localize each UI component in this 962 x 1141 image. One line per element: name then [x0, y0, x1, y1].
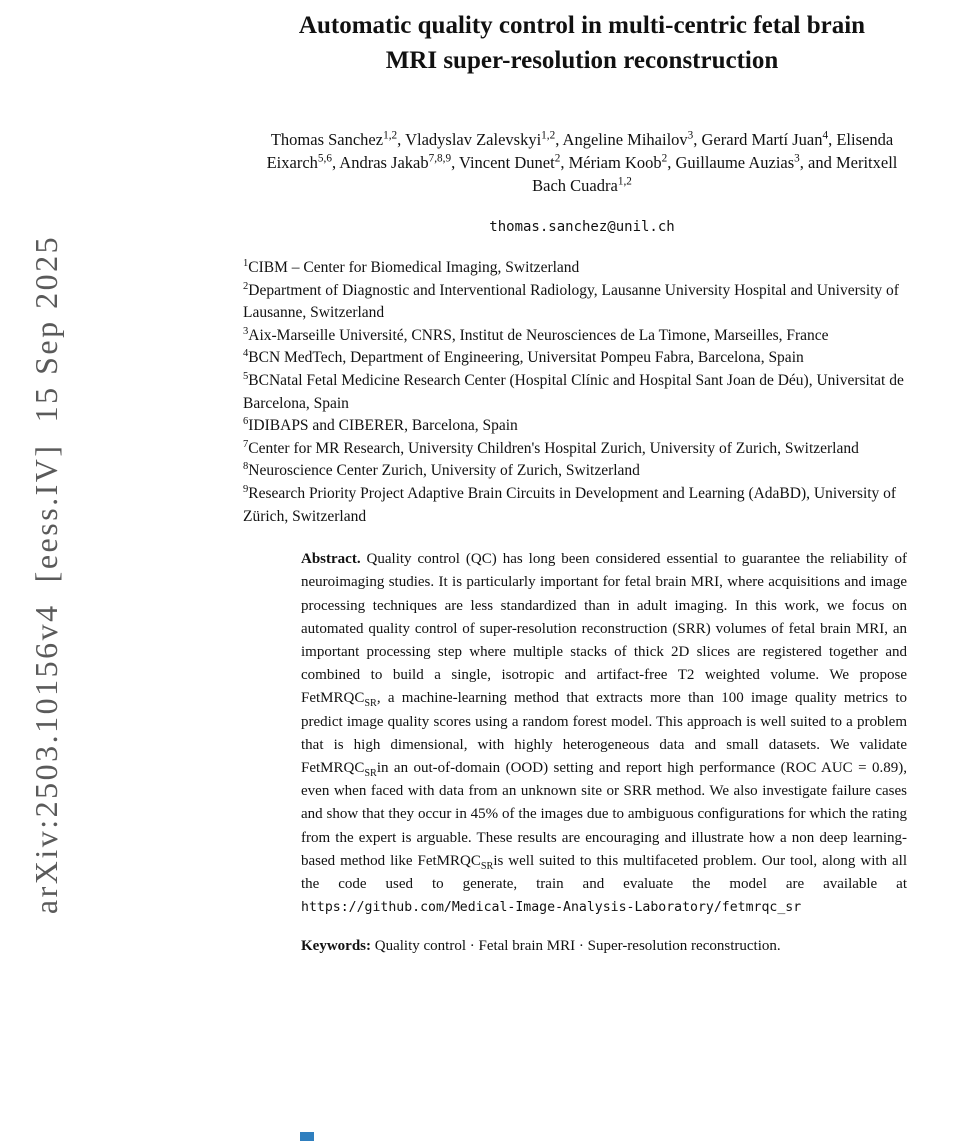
author-affiliation-sup: 1,2: [383, 129, 398, 142]
affiliation-number: 5: [243, 370, 249, 382]
author-name: Gerard Martí Juan: [701, 130, 823, 149]
affiliation-item: $^2$Department of Diagnostic and Interventional Radiology, Lausanne University Hospital and University of Lausanne, Switzerland: [243, 280, 899, 322]
github-url-link[interactable]: https://github.com/Medical-Image-Analysis-Laboratory/fetmrqc_sr: [301, 900, 802, 916]
affiliation-number: 9: [243, 483, 249, 495]
paper-title: Automatic quality control in multi-centric fetal brain MRI super-resolution reconstruction: [298, 12, 866, 74]
affiliation-item: $^3$Aix-Marseille Université, CNRS, Institut de Neurosciences de La Timone, Marseilles, France: [243, 325, 829, 344]
affiliation-number: 7: [243, 438, 249, 450]
affiliation-item: $^8$Neuroscience Center Zurich, University of Zurich, Switzerland: [243, 461, 640, 480]
author-name: Thomas Sanchez: [270, 130, 384, 149]
author-list: Thomas Sanchez$^{1,2}$, Vladyslav Zalevskyi$^{1,2}$, Angeline Mihailov$^3$, Gerard Martí Juan$^4$, Elisenda Eixarch$^{5,6}$, Andras Jakab$^{7,8,9}$, Vincent Dunet$^2$, Mériam Koob$^2$, Guillaume Auzias$^3$, and Meritxell Bach Cuadra$^{1,2}$: [266, 129, 898, 195]
affiliation-number: 4: [243, 348, 249, 360]
author-name: Vincent Dunet: [459, 153, 555, 172]
page-cut-artifact: [300, 1132, 314, 1141]
author-name: Meritxell Bach Cuadra: [532, 153, 898, 195]
author-name: Guillaume Auzias: [675, 153, 795, 172]
author-affiliation-sup: 1,2: [541, 129, 556, 142]
text-segment: is well suited to this multifaceted problem. Our tool, along with all the code used to generate, train and evaluate the model are available at: [301, 852, 907, 892]
affiliation-item: $^4$BCN MedTech, Department of Engineering, Universitat Pompeu Fabra, Barcelona, Spain: [243, 348, 804, 367]
affiliation-number: 6: [243, 416, 249, 427]
contact-email[interactable]: thomas.sanchez@unil.ch: [489, 219, 675, 235]
affiliation-number: 2: [243, 280, 249, 292]
affiliation-item: $^1$CIBM – Center for Biomedical Imaging, Switzerland: [243, 257, 580, 276]
affiliation-number: 1: [243, 257, 249, 269]
author-name: Elisenda Eixarch: [266, 130, 894, 172]
text-segment: , a machine-learning method that extracts more than 100 image quality metrics to predict image quality scores using a random forest model. This approach is well suited to a problem that is high dimensional, with highly heterogeneous data and small datasets. We validate FetMRQC: [301, 690, 907, 776]
author-name: Vladyslav Zalevskyi: [405, 130, 542, 149]
author-name: Andras Jakab: [339, 153, 429, 172]
affiliation-number: 8: [243, 461, 249, 473]
affiliation-item: $^7$Center for MR Research, University Children's Hospital Zurich, University of Zurich, Switzerland: [243, 438, 859, 457]
affiliation-item: $^6$IDIBAPS and CIBERER, Barcelona, Spain: [243, 416, 518, 435]
text-segment: Quality control · Fetal brain MRI · Super-resolution reconstruction.: [371, 938, 781, 955]
arxiv-watermark: [0, 235, 65, 935]
author-affiliation-sup: 1,2: [617, 175, 632, 188]
text-segment: SR: [364, 698, 377, 710]
author-affiliation-sup: 7,8,9: [428, 152, 452, 165]
author-affiliation-sup: 2: [661, 152, 668, 165]
abstract: [301, 548, 907, 919]
affiliation-number: 3: [243, 325, 249, 337]
keywords: [301, 935, 907, 958]
arxiv-watermark-label: arXiv:2503.10156v4 [eess.IV] 15 Sep 2025: [28, 234, 64, 915]
paper-page: [243, 0, 921, 959]
author-affiliation-sup: 5,6: [317, 152, 332, 165]
affiliation-list: [243, 257, 921, 528]
author-affiliation-sup: 2: [554, 152, 561, 165]
author-name: Angeline Mihailov: [562, 130, 688, 149]
author-affiliation-sup: 4: [822, 129, 829, 142]
author-affiliation-sup: 3: [794, 152, 800, 165]
text-segment: Keywords:: [301, 938, 371, 955]
text-segment: in an out-of-domain (OOD) setting and report high performance (ROC AUC = 0.89), even when faced with data from an unknown site or SRR method. We also investigate failure cases and show that they occur in 45% of the images due to ambiguous configurations for which the rating from the expert is arguable. These results are encouraging and illustrate how a non deep learning-based method like FetMRQC: [301, 759, 907, 869]
author-affiliation-sup: 3: [687, 129, 694, 142]
text-segment: Quality control (QC) has long been considered essential to guarantee the reliability of neuroimaging studies. It is particularly important for fetal brain MRI, where acquisitions and image processing techniques are less standardized than in adult imaging. In this work, we focus on automated quality control of super-resolution reconstruction (SRR) volumes of fetal brain MRI, an important processing step where multiple stacks of thick 2D slices are registered together and combined to build a single, isotropic and artifact-free T2 weighted volume. We propose FetMRQC: [301, 551, 907, 707]
affiliation-item: $^5$BCNatal Fetal Medicine Research Center (Hospital Clínic and Hospital Sant Joan de Déu), Universitat de Barcelona, Spain: [243, 370, 904, 412]
text-segment: SR: [480, 860, 494, 872]
author-name: Mériam Koob: [568, 153, 662, 172]
text-segment: SR: [364, 767, 377, 779]
text-segment: Abstract.: [301, 551, 361, 568]
affiliation-item: $^9$Research Priority Project Adaptive Brain Circuits in Development and Learning (AdaBD), University of Zürich, Switzerland: [243, 483, 897, 525]
